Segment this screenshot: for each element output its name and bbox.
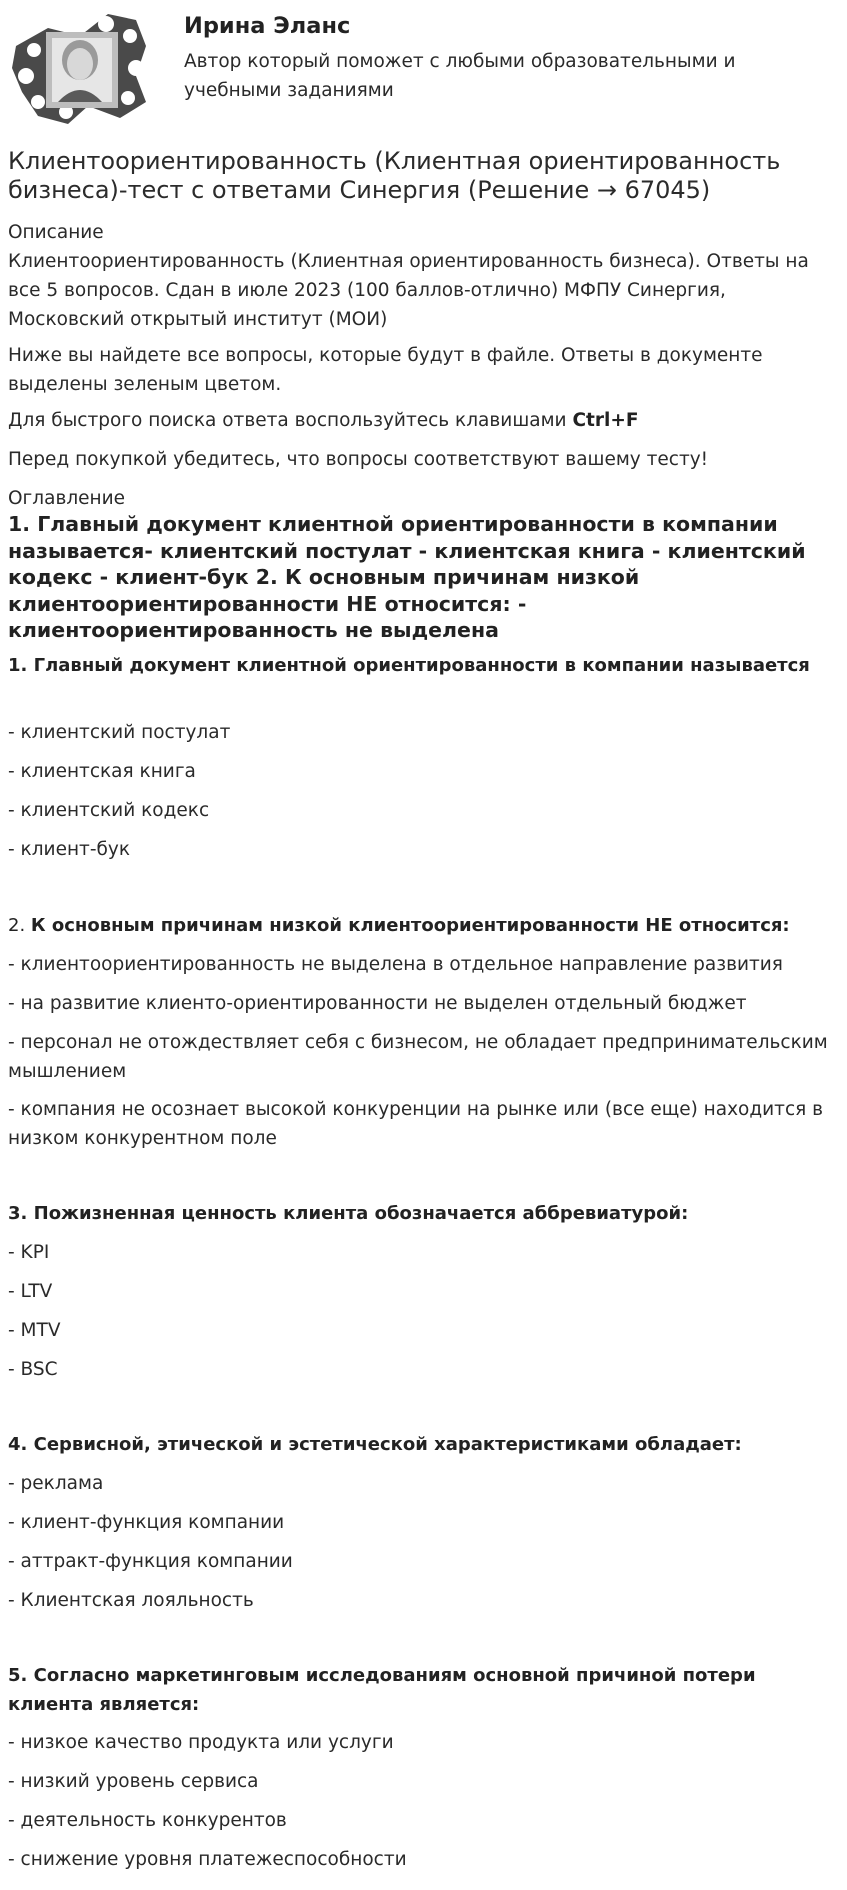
answer-option: - LTV [8,1281,53,1302]
answer-option: - клиентский постулат [8,722,231,743]
question-title [8,1430,838,1459]
question-title [8,651,838,680]
toc-label: Оглавление [8,488,126,509]
question-text: 1. Главный документ клиентной ориентированности в компании называется [8,655,810,676]
question-number: 2. [8,915,31,936]
note-answers-highlighted: Ниже вы найдете все вопросы, которые будут в файле. Ответы в документе выделены зеленым цветом. [8,345,763,395]
note-quick-search [8,406,838,435]
page-title: Клиентоориентированность (Клиентная ориентированность бизнеса)-тест с ответами Синергия (Решение → 67045) [8,147,781,204]
answer-option: - компания не осознает высокой конкуренции на рынке или (все еще) находится в низком конкурентном поле [8,1099,824,1149]
description-text: Клиентоориентированность (Клиентная ориентированность бизнеса). Ответы на все 5 вопросов. Сдан в июле 2023 (100 баллов-отлично) МФПУ Синергия, Московский открытый институт (МОИ) [8,251,809,330]
note-verify: Перед покупкой убедитесь, что вопросы соответствуют вашему тесту! [8,449,709,470]
author-card [0,0,847,140]
question-text: К основным причинам низкой клиентоориентированности НЕ относится: [30,915,790,936]
answer-option: - деятельность конкурентов [8,1810,287,1831]
answer-option: - BSC [8,1359,58,1380]
question-title [8,911,838,940]
answer-option: - клиентская книга [8,761,196,782]
film-reel-avatar-icon[interactable] [8,6,150,126]
answer-option: - Клиентская лояльность [8,1590,254,1611]
answer-option: - клиентский кодекс [8,800,210,821]
answer-option: - MTV [8,1320,61,1341]
question-text: 3. Пожизненная ценность клиента обозначается аббревиатурой: [8,1203,689,1224]
answer-option: - реклама [8,1473,104,1494]
toc-text: 1. Главный документ клиентной ориентированности в компании называется- клиентский постулат - клиентская книга - клиентский кодекс - клиент-бук 2. К основным причинам низкой клиентоориентированности НЕ относится: - клиентоориентированность не выделена [8,512,806,642]
answer-option: - на развитие клиенто-ориентированности не выделен отдельный бюджет [8,993,747,1014]
author-description: Автор который поможет с любыми образовательными и учебными заданиями [184,51,736,101]
question-text: 5. Согласно маркетинговым исследованиям основной причиной потери клиента является: [8,1665,756,1715]
answer-option: - клиент-функция компании [8,1512,285,1533]
answer-option: - снижение уровня платежеспособности [8,1849,407,1870]
answer-option: - аттракт-функция компании [8,1551,293,1572]
author-name[interactable]: Ирина Эланс [184,13,351,39]
description-label: Описание [8,222,104,243]
question-title [8,1661,838,1719]
answer-option: - клиент-бук [8,839,131,860]
answer-option: - KPI [8,1242,50,1263]
question-title [8,1199,838,1228]
note-quick-search-text: Для быстрого поиска ответа воспользуйтесь клавишами [8,410,573,431]
answer-option: - клиентоориентированность не выделена в отдельное направление развития [8,954,783,975]
answer-option: - персонал не отождествляет себя с бизнесом, не обладает предпринимательским мышлением [8,1032,828,1082]
answer-option: - низкий уровень сервиса [8,1771,259,1792]
shortcut-keys: Ctrl+F [572,410,639,431]
answer-option: - низкое качество продукта или услуги [8,1732,394,1753]
question-text: 4. Сервисной, этической и эстетической характеристиками обладает: [8,1434,742,1455]
